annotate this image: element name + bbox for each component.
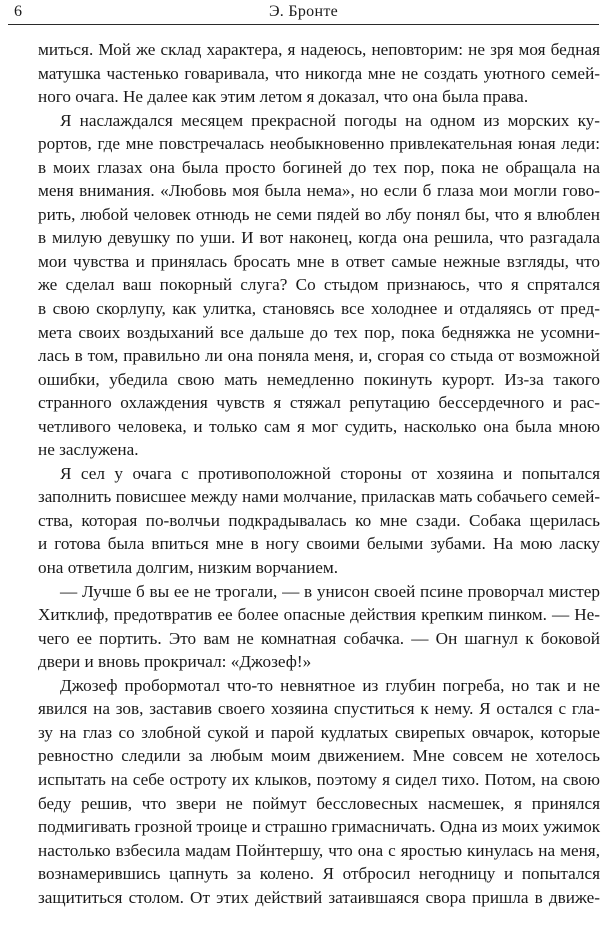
text-line: ревностно следили за любым моим движением. Мне совсем не хотелось <box>38 746 600 766</box>
text-line: и готова была впиться мне в ногу своими белыми зубами. На мою ласку <box>38 534 600 554</box>
running-head <box>0 0 607 28</box>
text-line: заполнить повисшее между нами молчание, приласкав мать собачьего семей- <box>38 487 600 507</box>
text-line: ного очага. Не далее как этим летом я доказал, что она была права. <box>38 87 529 107</box>
text-line: Джозеф пробормотал что-то невнятное из глубин погреба, но так и не <box>60 675 600 695</box>
text-line: в милую девушку по уши. И вот наконец, когда она решила, что разгадала <box>38 228 600 248</box>
text-line: рить, любой человек отнюдь не семи пядей во лбу понял бы, что я влюблен <box>38 204 600 224</box>
text-line: Я наслаждался месяцем прекрасной погоды на одном из морских ку- <box>60 110 600 130</box>
text-line: миться. Мой же склад характера, я надеюсь, неповторим: не зря моя бедная <box>38 40 600 59</box>
text-line: чего ее портить. Это вам не комнатная собачка. — Он шагнул к боковой <box>38 628 600 648</box>
text-line: Я сел у очага с противоположной стороны от хозяина и попытался <box>60 463 600 483</box>
text-line: — Лучше б вы ее не трогали, — в унисон своей псине проворчал мистер <box>60 581 600 601</box>
text-line: рортов, где мне повстречалась необыкновенно привлекательная юная леди: <box>38 134 600 154</box>
text-line: мета своих воздыханий все дальше до тех пор, пока бедняжка не усомни- <box>38 322 600 342</box>
text-line: явился на зов, заставив своего хозяина спуститься к нему. Я остался с гла- <box>38 699 600 719</box>
text-line: зу на глаз со злобной сукой и парой кудлатых свирепых овчарок, которые <box>38 722 600 742</box>
text-line: Хитклиф, предотвратив ее более опасные действия крепким пинком. — Не- <box>38 605 600 625</box>
text-line: вознамерившись цапнуть за колено. Я отбросил негодницу и попытался <box>38 864 600 884</box>
text-line: четливого человека, и только сам я мог судить, насколько она была мною <box>38 416 600 436</box>
text-line: лась в том, правильно ли она поняла меня, и, сгорая со стыда от возможной <box>38 346 600 366</box>
body-text <box>38 38 600 909</box>
text-line: подмигивать грозной троице и страшно гримасничать. Одна из моих ужимок <box>38 817 601 837</box>
text-line: не заслужена. <box>38 440 139 460</box>
text-line: меня внимания. «Любовь моя была нема», но если б глаза мои могли гово- <box>38 181 600 201</box>
text-line: ства, которая по-волчьи подкрадывалась ко мне сзади. Собака щерилась <box>38 510 600 530</box>
text-line: защититься столом. От этих действий затаившаяся свора пришла в движе- <box>38 887 600 907</box>
text-line: она ответила долгим, низким ворчанием. <box>38 558 338 578</box>
running-title: Э. Бронте <box>268 3 339 20</box>
text-line: двери и вновь прокричал: «Джозеф!» <box>38 652 312 672</box>
text-line: испытать на себе остроту их клыков, поэтому я сидел тихо. Потом, на свою <box>38 769 600 789</box>
text-line: странного охлаждения чувств я стяжал репутацию бессердечного и рас- <box>38 393 600 413</box>
text-line: мои чувства и принялась бросать мне в ответ самые нежные взгляды, что <box>38 251 600 271</box>
header-rule <box>8 24 599 25</box>
text-line: ошибки, убедила свою мать немедленно покинуть курорт. Из-за такого <box>38 369 600 389</box>
text-line: настолько взбесила мадам Пойнтершу, что она с яростью кинулась на меня, <box>38 840 600 860</box>
text-line: в свою скорлупу, как улитка, становясь все холоднее и отдаляясь от пред- <box>38 299 600 319</box>
text-line: в моих глазах она была просто богиней до тех пор, пока не обращала на <box>38 157 600 177</box>
text-line: матушка частенько говаривала, что никогда мне не создать уютного семей- <box>38 63 600 83</box>
page-number: 6 <box>14 3 22 20</box>
text-line: же сделал ваш покорный слуга? Со стыдом признаюсь, что я спрятался <box>38 275 600 295</box>
text-line: беду решив, что звери не поймут бессловесных насмешек, я принялся <box>38 793 600 813</box>
